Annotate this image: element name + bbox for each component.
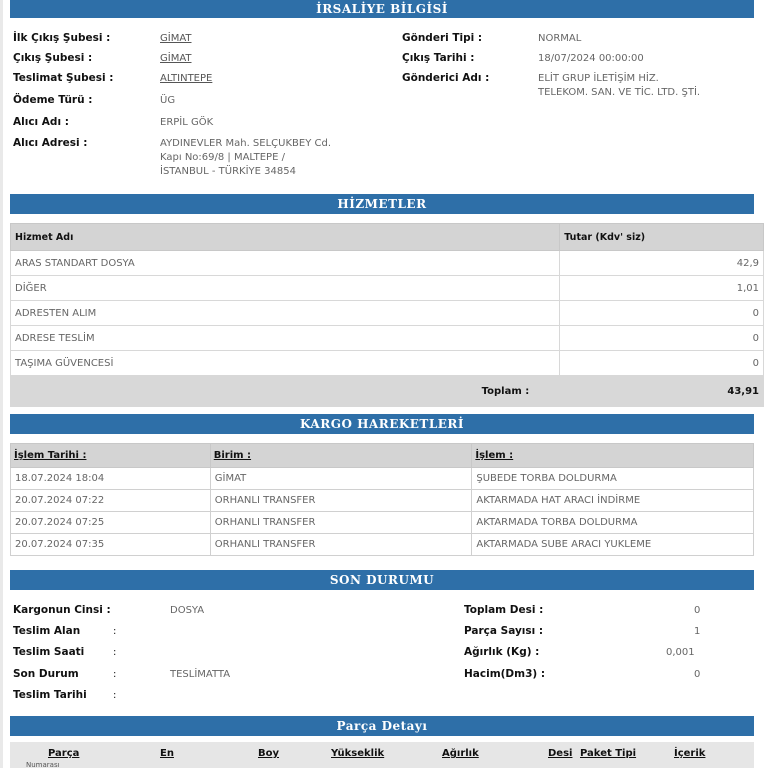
column-header-icerik[interactable] <box>674 748 705 759</box>
sort-link-islem[interactable]: İşlem : <box>475 450 514 461</box>
label-teslim-saati: Teslim Saati <box>13 646 85 658</box>
link-ilk-cikis-subesi[interactable]: GİMAT <box>160 33 192 44</box>
value-adres-line-1: AYDINEVLER Mah. SELÇUKBEY Cd. <box>160 138 332 149</box>
service-name: DİĞER <box>11 276 560 301</box>
link-teslimat-subesi[interactable]: ALTINTEPE <box>160 73 213 84</box>
column-header-agirlik[interactable] <box>442 748 479 759</box>
value-alici-adi: ERPİL GÖK <box>160 117 214 128</box>
label-odeme-turu: Ödeme Türü : <box>13 94 93 106</box>
sort-link-paket-tipi[interactable]: Paket Tipi <box>580 748 637 759</box>
colon-teslim-tarihi: : <box>113 690 117 701</box>
service-amount: 1,01 <box>560 276 764 301</box>
movement-unit: ORHANLI TRANSFER <box>210 534 472 556</box>
column-header-parca-no-sub: Numarası <box>26 761 60 769</box>
label-toplam-desi: Toplam Desi : <box>464 604 544 616</box>
value-hacim: 0 <box>694 669 701 680</box>
service-name: ADRESE TESLİM <box>11 326 560 351</box>
section-header-irsaliye: İRSALİYE BİLGİSİ <box>10 0 754 18</box>
service-row <box>11 251 764 276</box>
value-toplam-desi: 0 <box>694 605 701 616</box>
sort-link-birim[interactable]: Birim : <box>213 450 252 461</box>
label-cikis-subesi: Çıkış Şubesi : <box>13 52 93 64</box>
label-gonderi-tipi: Gönderi Tipi : <box>402 32 483 44</box>
label-kargonun-cinsi: Kargonun Cinsi : <box>13 604 111 616</box>
label-alici-adresi: Alıcı Adresi : <box>13 137 88 149</box>
label-alici-adi: Alıcı Adı : <box>13 116 69 128</box>
sort-link-islem-tarihi[interactable]: İşlem Tarihi : <box>14 450 87 461</box>
services-total-row <box>11 376 764 407</box>
movement-row <box>11 468 754 490</box>
label-son-durum: Son Durum <box>13 668 79 680</box>
column-header-yukseklik[interactable] <box>331 748 384 759</box>
sort-link-icerik[interactable]: İçerik <box>674 748 706 759</box>
movement-unit: ORHANLI TRANSFER <box>210 490 472 512</box>
label-hacim: Hacim(Dm3) : <box>464 668 546 680</box>
value-parca-sayisi: 1 <box>694 626 701 637</box>
colon-son-durum: : <box>113 669 117 680</box>
sort-link-boy[interactable]: Boy <box>258 748 280 759</box>
movement-action: AKTARMADA SUBE ARACI YUKLEME <box>472 534 754 556</box>
colon-teslim-saati: : <box>113 647 117 658</box>
label-teslimat-subesi: Teslimat Şubesi : <box>13 72 114 84</box>
link-cikis-subesi[interactable]: GİMAT <box>160 53 192 64</box>
movement-row <box>11 512 754 534</box>
label-agirlik: Ağırlık (Kg) : <box>464 646 540 658</box>
movement-action: AKTARMADA TORBA DOLDURMA <box>472 512 754 534</box>
value-son-durum: TESLİMATTA <box>170 669 231 680</box>
value-gonderici-line-1: ELİT GRUP İLETİŞİM HİZ. <box>538 73 659 84</box>
sort-link-desi[interactable]: Desi <box>548 748 573 759</box>
value-agirlik: 0,001 <box>666 647 695 658</box>
label-parca-sayisi: Parça Sayısı : <box>464 625 544 637</box>
value-kargonun-cinsi: DOSYA <box>170 605 205 616</box>
column-header-paket-tipi[interactable] <box>580 748 636 759</box>
value-gonderici-line-2: TELEKOM. SAN. VE TİC. LTD. ŞTİ. <box>538 87 701 98</box>
movement-date: 20.07.2024 07:22 <box>11 490 211 512</box>
sort-link-en[interactable]: En <box>160 748 174 759</box>
sort-link-agirlik[interactable]: Ağırlık <box>442 748 479 759</box>
value-adres-line-2: Kapı No:69/8 | MALTEPE / <box>160 152 285 163</box>
service-row <box>11 301 764 326</box>
movement-row <box>11 534 754 556</box>
movement-action: ŞUBEDE TORBA DOLDURMA <box>472 468 754 490</box>
cargo-movements-table <box>10 443 754 556</box>
sort-link-parca[interactable]: Parça <box>48 748 80 759</box>
section-header-parca-detayi: Parça Detayı <box>10 716 754 736</box>
movement-date: 18.07.2024 18:04 <box>11 468 211 490</box>
movement-date: 20.07.2024 07:35 <box>11 534 211 556</box>
service-amount: 42,9 <box>560 251 764 276</box>
column-header-birim[interactable] <box>210 444 472 468</box>
service-row <box>11 326 764 351</box>
label-cikis-tarihi: Çıkış Tarihi : <box>402 52 475 64</box>
label-teslim-alan: Teslim Alan <box>13 625 81 637</box>
column-header-islem-tarihi[interactable] <box>11 444 211 468</box>
total-label: Toplam : <box>11 376 560 407</box>
service-amount: 0 <box>560 326 764 351</box>
service-amount: 0 <box>560 301 764 326</box>
label-gonderici-adi: Gönderici Adı : <box>402 72 490 84</box>
column-header-en[interactable] <box>160 748 174 759</box>
value-gonderi-tipi: NORMAL <box>538 33 582 44</box>
section-header-kargo-hareketleri: KARGO HAREKETLERİ <box>10 414 754 434</box>
service-name: ARAS STANDART DOSYA <box>11 251 560 276</box>
column-header-hizmet-adi: Hizmet Adı <box>11 224 560 251</box>
movement-unit: ORHANLI TRANSFER <box>210 512 472 534</box>
colon-teslim-alan: : <box>113 626 117 637</box>
section-header-son-durumu: SON DURUMU <box>10 570 754 590</box>
column-header-boy[interactable] <box>258 748 279 759</box>
service-name: TAŞIMA GÜVENCESİ <box>11 351 560 376</box>
sort-link-yukseklik[interactable]: Yükseklik <box>331 748 385 759</box>
movement-row <box>11 490 754 512</box>
total-value: 43,91 <box>560 376 764 407</box>
movement-unit: GİMAT <box>210 468 472 490</box>
value-odeme-turu: ÜG <box>160 95 176 106</box>
column-header-desi[interactable] <box>548 748 572 759</box>
column-header-tutar: Tutar (Kdv' siz) <box>560 224 764 251</box>
value-cikis-tarihi: 18/07/2024 00:00:00 <box>538 53 644 64</box>
services-table <box>10 223 764 407</box>
column-header-islem[interactable] <box>472 444 754 468</box>
value-adres-line-3: İSTANBUL - TÜRKİYE 34854 <box>160 166 296 177</box>
section-header-hizmetler: HİZMETLER <box>10 194 754 214</box>
movement-action: AKTARMADA HAT ARACI İNDİRME <box>472 490 754 512</box>
service-row <box>11 276 764 301</box>
service-row <box>11 351 764 376</box>
label-ilk-cikis-subesi: İlk Çıkış Şubesi : <box>13 32 111 44</box>
service-amount: 0 <box>560 351 764 376</box>
movement-date: 20.07.2024 07:25 <box>11 512 211 534</box>
left-edge <box>0 0 3 768</box>
service-name: ADRESTEN ALIM <box>11 301 560 326</box>
label-teslim-tarihi: Teslim Tarihi <box>13 689 87 701</box>
column-header-parca-no[interactable] <box>48 748 79 759</box>
